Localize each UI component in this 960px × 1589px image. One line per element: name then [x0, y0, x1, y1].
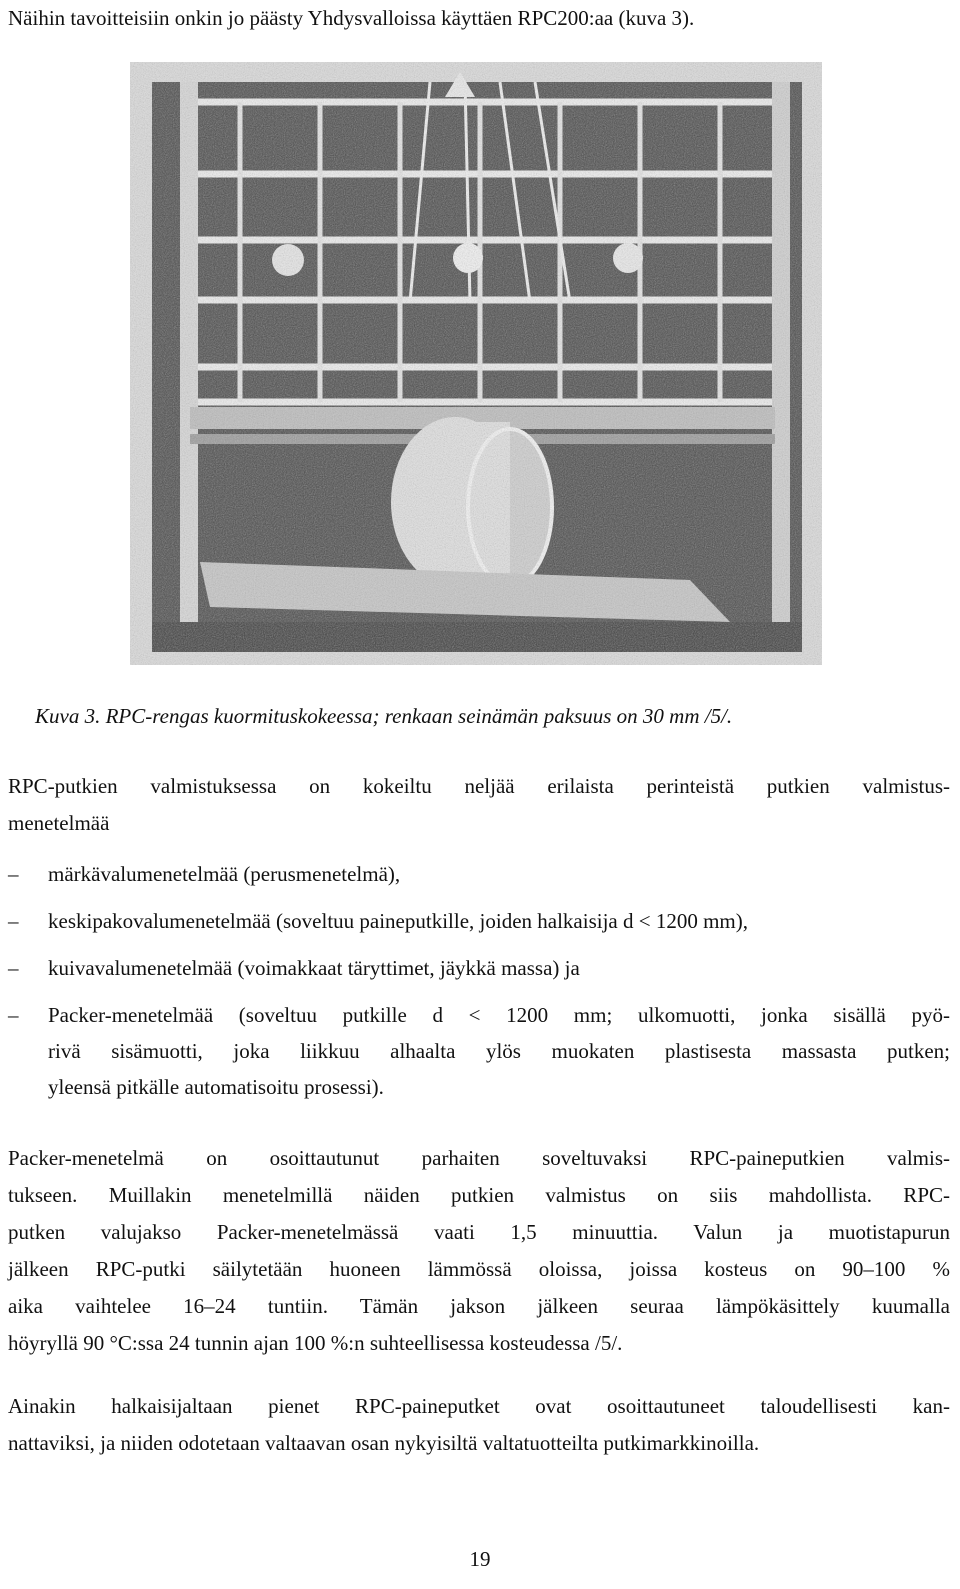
text-line: tukseen. Muillakin menetelmillä näiden putkien valmistus on siis mahdollista. RPC- — [8, 1183, 950, 1207]
figure-caption: Kuva 3. RPC-rengas kuormituskokeessa; renkaan seinämän paksuus on 30 mm /5/. — [35, 704, 733, 728]
paragraph-economics — [8, 1388, 950, 1462]
text-line: jälkeen RPC-putki säilytetään huoneen lämmössä oloissa, joissa kosteus on 90–100 % — [8, 1257, 950, 1281]
text-line: RPC-putkien valmistuksessa on kokeiltu neljää erilaista perinteistä putkien valmistus- — [8, 774, 950, 798]
text-line: nattaviksi, ja niiden odotetaan valtaavan osan nykyisiltä valtatuotteilta putkimarkkinoilla. — [8, 1431, 760, 1455]
figure-photo — [130, 62, 822, 665]
text-line: aika vaihtelee 16–24 tuntiin. Tämän jakson jälkeen seuraa lämpökäsittely kuumalla — [8, 1294, 950, 1318]
text-line: kuivavalumenetelmää (voimakkaat täryttimet, jäykkä massa) ja — [48, 956, 580, 980]
paragraph-packer — [8, 1140, 950, 1362]
paragraph-intro-methods — [8, 768, 950, 842]
text-line: keskipakovalumenetelmää (soveltuu paineputkille, joiden halkaisija d < 1200 mm), — [48, 909, 749, 933]
list-dash: – — [8, 956, 19, 980]
text-line: Ainakin halkaisijaltaan pienet RPC-paineputket ovat osoittautuneet taloudellisesti kan- — [8, 1394, 950, 1418]
test-rig-photo — [130, 62, 822, 665]
intro-line: Näihin tavoitteisiin onkin jo päästy Yhdysvalloissa käyttäen RPC200:aa (kuva 3). — [8, 6, 695, 30]
list-dash: – — [8, 862, 19, 886]
text-line: märkävalumenetelmää (perusmenetelmä), — [48, 862, 401, 886]
page-number: 19 — [469, 1547, 491, 1571]
text-line: Packer-menetelmää (soveltuu putkille d < 1200 mm; ulkomuotti, jonka sisällä pyö- — [48, 1003, 950, 1027]
text-line: rivä sisämuotti, joka liikkuu alhaalta ylös muokaten plastisesta massasta putken; — [48, 1039, 950, 1063]
text-line: putken valujakso Packer-menetelmässä vaati 1,5 minuuttia. Valun ja muotistapurun — [8, 1220, 950, 1244]
text-line: Packer-menetelmä on osoittautunut parhaiten soveltuvaksi RPC-paineputkien valmis- — [8, 1146, 950, 1170]
text-line: yleensä pitkälle automatisoitu prosessi). — [48, 1075, 384, 1099]
list-dash: – — [8, 1003, 19, 1027]
text-line: höyryllä 90 °C:ssa 24 tunnin ajan 100 %:n suhteellisessa kosteudessa /5/. — [8, 1331, 623, 1355]
text-line: menetelmää — [8, 811, 110, 835]
list-dash: – — [8, 909, 19, 933]
